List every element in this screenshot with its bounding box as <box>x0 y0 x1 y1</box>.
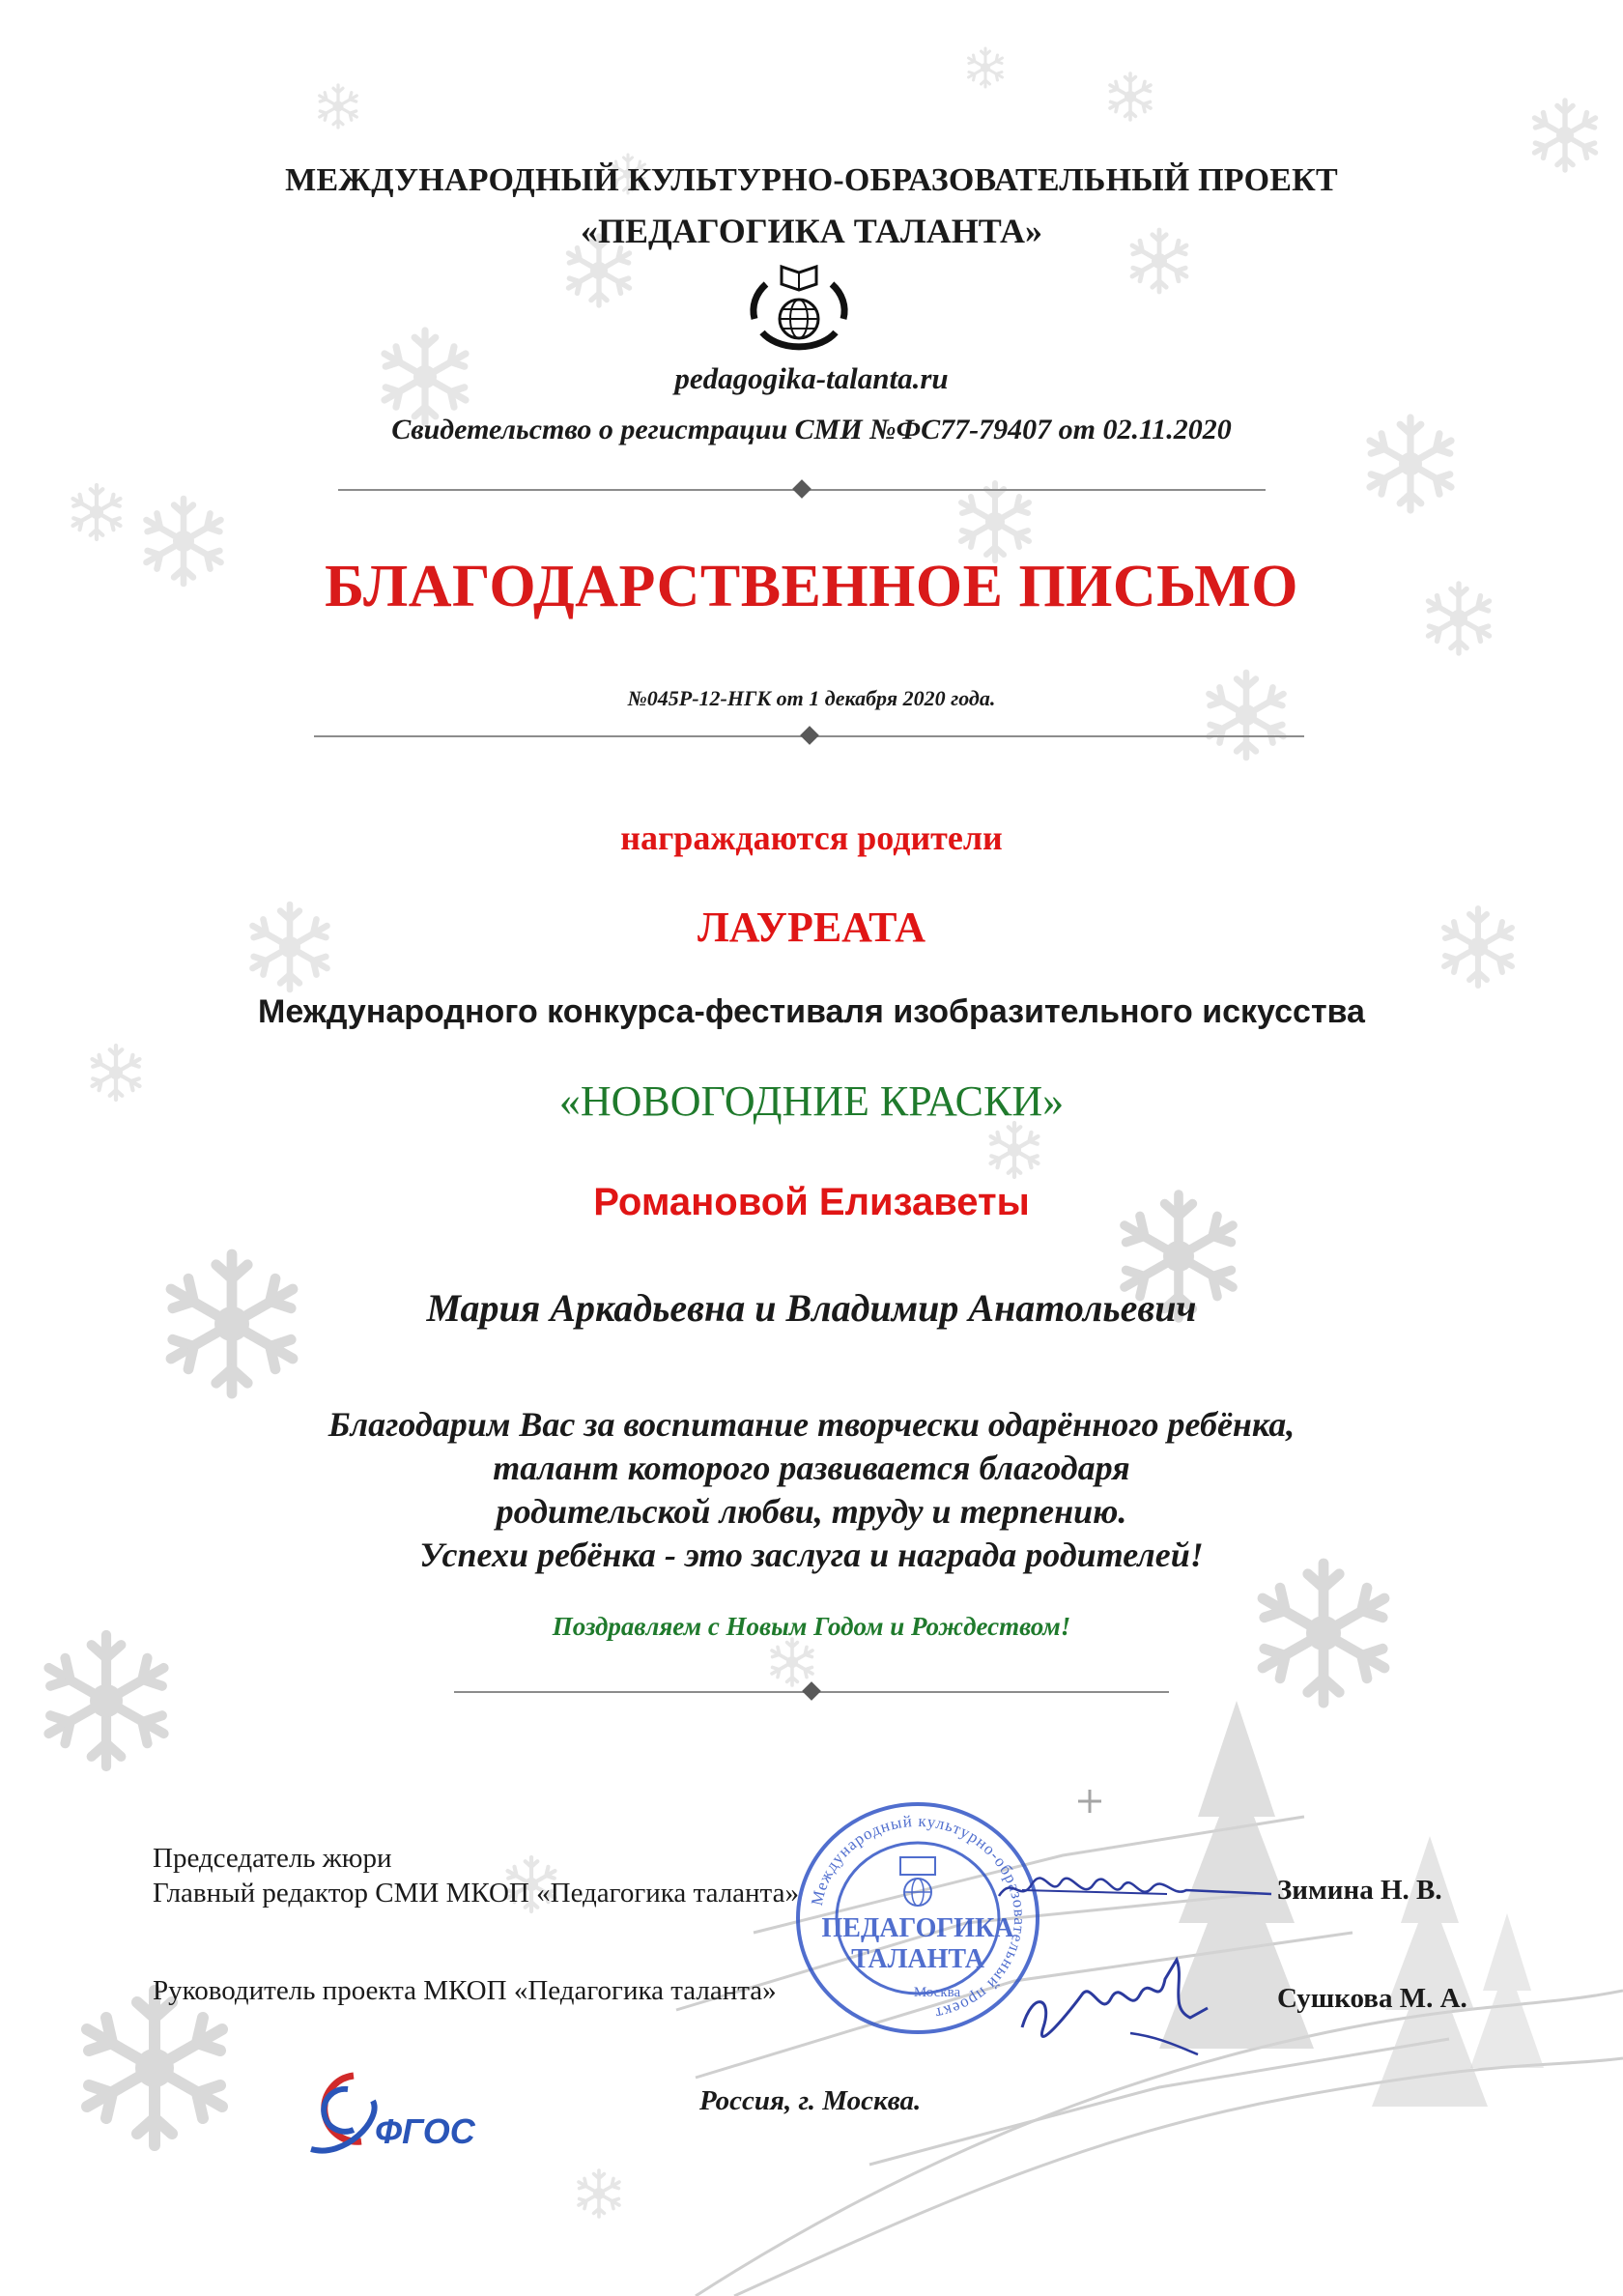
stamp-center-line-2: ТАЛАНТА <box>851 1944 984 1974</box>
stamp-center-line-1: ПЕДАГОГИКА <box>821 1913 1014 1943</box>
thanks-line-1: Благодарим Вас за воспитание творчески одарённого ребёнка, <box>327 1405 1296 1444</box>
media-registration: Свидетельство о регистрации СМИ №ФС77-79407 от 02.11.2020 <box>391 414 1232 445</box>
stamp-ring-text: Международный культурно-образовательный проект <box>807 1811 1030 2023</box>
thanks-line-4: Успехи ребёнка - это заслуга и награда родителей! <box>419 1535 1204 1574</box>
lead-handwritten-signature <box>1014 1940 1217 2056</box>
divider-bottom <box>454 1680 1169 1704</box>
project-header-line2: «ПЕДАГОГИКА ТАЛАНТА» <box>580 212 1043 250</box>
divider-title <box>314 725 1304 748</box>
contest-description: Международного конкурса-фестиваля изобразительного искусства <box>258 993 1365 1030</box>
project-website: pedagogika-talanta.ru <box>674 361 949 395</box>
divider-diamond-icon <box>800 726 819 745</box>
thanks-text <box>0 1403 1623 1577</box>
fgos-logo-icon <box>305 2062 512 2163</box>
child-name: Романовой Елизаветы <box>593 1181 1030 1223</box>
jury-signature-block <box>153 1841 799 1910</box>
divider-diamond-icon <box>792 479 812 499</box>
project-lead-name: Сушкова М. А. <box>1277 1983 1467 2014</box>
jury-role-line-2: Главный редактор СМИ МКОП «Педагогика таланта» <box>153 1878 799 1909</box>
divider-top <box>338 478 1266 502</box>
laureate-title: ЛАУРЕАТА <box>697 904 926 951</box>
contest-name: «НОВОГОДНИЕ КРАСКИ» <box>558 1077 1065 1125</box>
document-number: №045Р-12-НГК от 1 декабря 2020 года. <box>627 686 996 710</box>
parents-names: Мария Аркадьевна и Владимир Анатольевич <box>426 1286 1197 1330</box>
fgos-label: ФГОС <box>375 2111 475 2151</box>
jury-name: Зимина Н. В. <box>1277 1875 1442 1906</box>
jury-handwritten-signature <box>993 1865 1273 1913</box>
thanks-line-2: талант которого развивается благодаря <box>493 1449 1130 1487</box>
holiday-greeting: Поздравляем с Новым Годом и Рождеством! <box>552 1612 1071 1641</box>
stamp-city: Москва <box>913 1985 961 2000</box>
document-title: БЛАГОДАРСТВЕННОЕ ПИСЬМО <box>325 554 1298 619</box>
project-lead-role: Руководитель проекта МКОП «Педагогика таланта» <box>153 1975 777 2006</box>
thanks-line-3: родительской любви, труду и терпению. <box>496 1492 1127 1531</box>
jury-role-line-1: Председатель жюри <box>153 1843 392 1874</box>
project-globe-book-logo-icon <box>745 259 853 356</box>
divider-diamond-icon <box>802 1681 821 1701</box>
official-stamp <box>792 1797 1043 2039</box>
awarded-heading: награждаются родители <box>620 818 1003 857</box>
project-header-line1: МЕЖДУНАРОДНЫЙ КУЛЬТУРНО-ОБРАЗОВАТЕЛЬНЫЙ ПРОЕКТ <box>285 162 1338 198</box>
location: Россия, г. Москва. <box>699 2085 922 2116</box>
